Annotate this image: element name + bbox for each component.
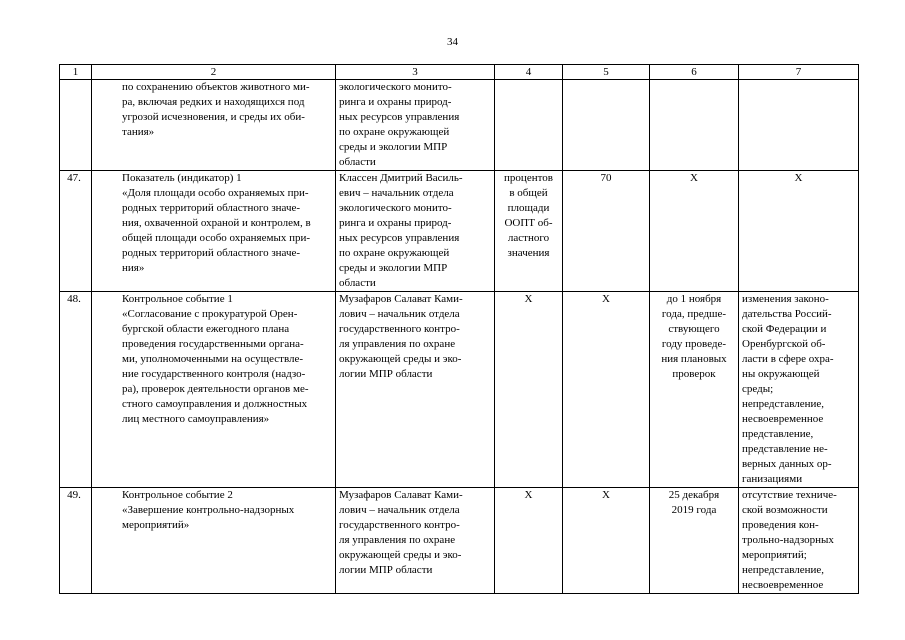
item-description: Контрольное событие 1 «Согласование с прокуратурой Орен- бургской области ежегодного плана проведения государственными органа- ми, уполномоченными на осуществле- ние государственного контроля (надзо- ра), проверок деятельности органов ме- стного самоуправления и должностных лиц местного самоуправления» xyxy=(92,292,336,488)
column-number: 4 xyxy=(495,65,563,80)
deadline: Х xyxy=(650,171,739,292)
column-number: 3 xyxy=(336,65,495,80)
target-value: Х xyxy=(563,292,650,488)
responsible-person: Музафаров Салават Ками- лович – начальник отдела государственного контро- ля управления по охране окружающей среды и эко- логии МПР области xyxy=(336,292,495,488)
responsible-person: экологического монито- ринга и охраны природ- ных ресурсов управления по охране окружающей среды и экологии МПР области xyxy=(336,80,495,171)
table-row xyxy=(60,171,859,292)
risks xyxy=(739,80,859,171)
table-row xyxy=(60,80,859,171)
plan-table xyxy=(59,64,859,594)
responsible-person: Музафаров Салават Ками- лович – начальник отдела государственного контро- ля управления по охране окружающей среды и эко- логии МПР области xyxy=(336,488,495,594)
risks: изменения законо- дательства Россий- ской Федерации и Оренбургской об- ласти в сфере охра- ны окружающей среды; непредставление, несвоевременное представление, представление не- верных данных ор- ганизациями xyxy=(739,292,859,488)
target-value: Х xyxy=(563,488,650,594)
row-number: 49. xyxy=(60,488,92,594)
unit-of-measure xyxy=(495,80,563,171)
item-description: Контрольное событие 2 «Завершение контрольно-надзорных мероприятий» xyxy=(92,488,336,594)
unit-of-measure: Х xyxy=(495,488,563,594)
target-value xyxy=(563,80,650,171)
target-value: 70 xyxy=(563,171,650,292)
column-number: 6 xyxy=(650,65,739,80)
unit-of-measure: процентов в общей площади ООПТ об- ластного значения xyxy=(495,171,563,292)
column-number: 2 xyxy=(92,65,336,80)
table-row xyxy=(60,292,859,488)
row-number xyxy=(60,80,92,171)
table-header-row xyxy=(60,65,859,80)
row-number: 47. xyxy=(60,171,92,292)
column-number: 1 xyxy=(60,65,92,80)
column-number: 7 xyxy=(739,65,859,80)
deadline: 25 декабря 2019 года xyxy=(650,488,739,594)
item-description: по сохранению объектов животного ми- ра, включая редких и находящихся под угрозой исчезновения, и среды их оби- тания» xyxy=(92,80,336,171)
deadline: до 1 ноября года, предше- ствующего году проведе- ния плановых проверок xyxy=(650,292,739,488)
unit-of-measure: Х xyxy=(495,292,563,488)
responsible-person: Классен Дмитрий Василь- евич – начальник отдела экологического монито- ринга и охраны природ- ных ресурсов управления по охране окружающей среды и экологии МПР области xyxy=(336,171,495,292)
row-number: 48. xyxy=(60,292,92,488)
risks: Х xyxy=(739,171,859,292)
risks: отсутствие техниче- ской возможности проведения кон- трольно-надзорных мероприятий; непредставление, несвоевременное xyxy=(739,488,859,594)
column-number: 5 xyxy=(563,65,650,80)
table-row xyxy=(60,488,859,594)
item-description: Показатель (индикатор) 1 «Доля площади особо охраняемых при- родных территорий областного значе- ния, охваченной охраной и контролем, в общей площади особо охраняемых при- родных территорий областного значе- ния» xyxy=(92,171,336,292)
deadline xyxy=(650,80,739,171)
page-number: 34 xyxy=(447,36,458,48)
